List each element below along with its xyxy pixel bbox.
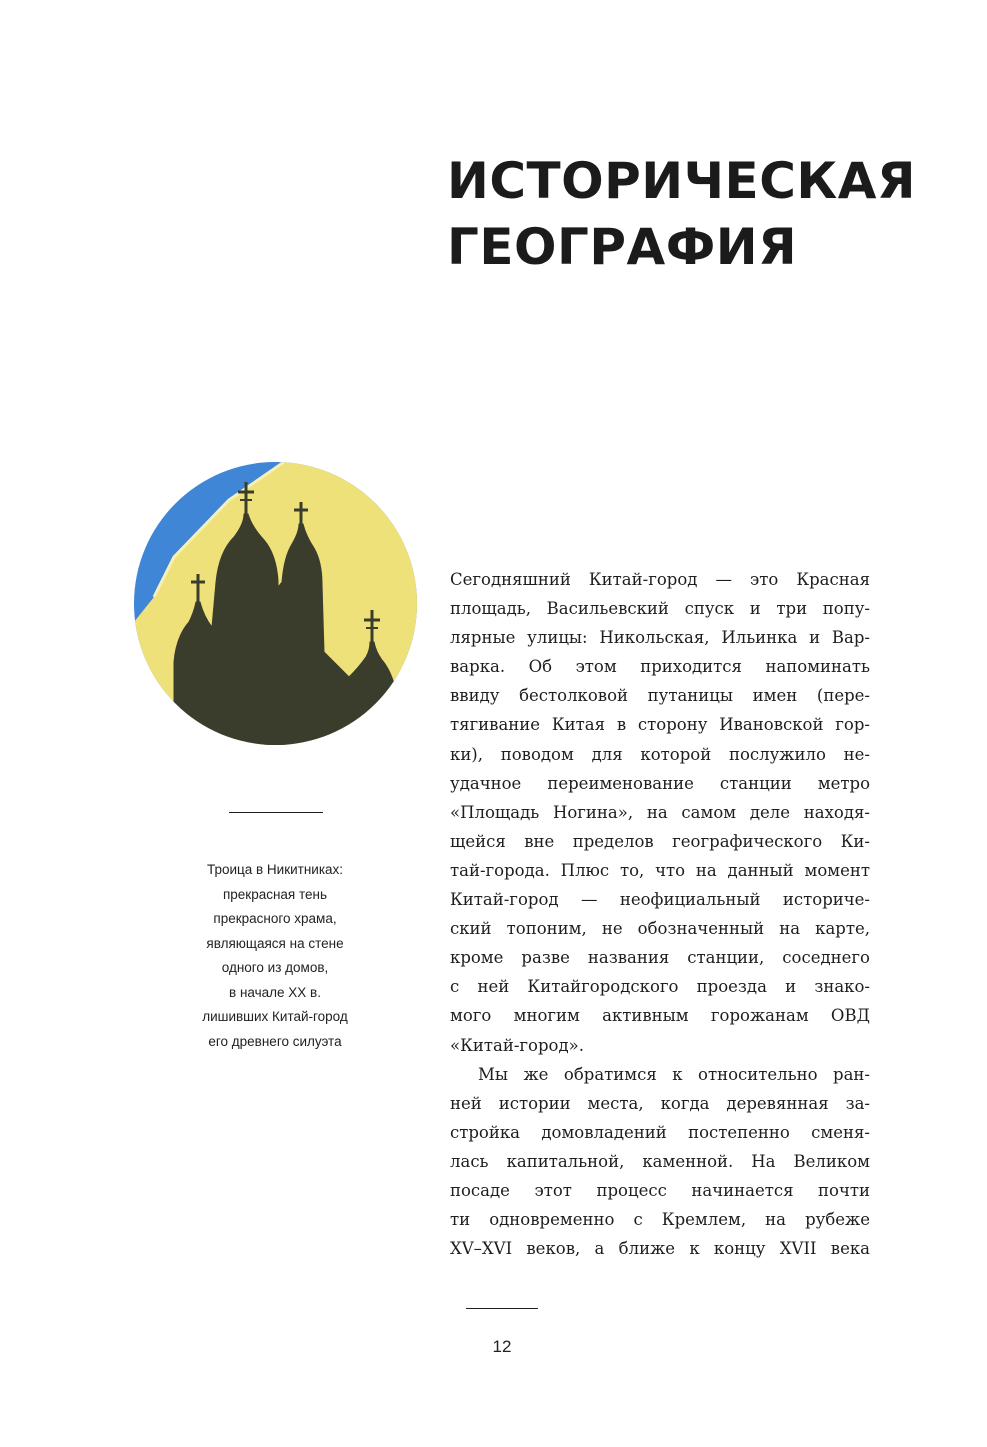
text-line: Сегодняшний Китай-город — это Красная <box>450 570 870 589</box>
caption-line: Троица в Никитниках: <box>206 862 344 877</box>
text-line: ввиду бестолковой путаницы имен (пере- <box>450 686 870 706</box>
text-line: посаде этот процесс начинается почти <box>450 1180 870 1200</box>
church-shadow-photo <box>134 462 417 745</box>
text-line: удачное переименование станции метро <box>450 773 870 793</box>
text-line: щейся вне пределов географического Ки- <box>450 831 870 851</box>
page-number: 12 <box>492 1337 512 1356</box>
title-line-1: ИСТОРИЧЕСКАЯ <box>447 152 916 210</box>
caption-line: одного из домов, <box>221 960 329 975</box>
text-line: тай-города. Плюс то, что на данный момент <box>450 860 870 880</box>
caption-line: в начале XX в. <box>229 984 321 1000</box>
footer-divider <box>466 1308 538 1309</box>
caption-line: прекрасная тень <box>222 886 328 902</box>
text-line: ки), поводом для которой послужило не- <box>450 744 870 764</box>
text-line: тягивание Китая в сторону Ивановской гор- <box>450 715 870 735</box>
text-line: Китай-город — неофициальный историче- <box>450 890 870 910</box>
paragraph-2 <box>450 1060 870 1264</box>
text-line: Мы же обратимся к относительно ран- <box>478 1064 870 1084</box>
photo-caption <box>150 858 400 1054</box>
text-line: мого многим активным горожанам ОВД <box>450 1006 870 1026</box>
text-line: лярные улицы: Никольская, Ильинка и Вар- <box>450 628 870 648</box>
caption-line: его древнего силуэта <box>208 1033 342 1049</box>
caption-divider <box>229 812 323 813</box>
text-line: ней истории места, когда деревянная за- <box>450 1093 870 1113</box>
page-title <box>447 148 967 280</box>
text-line: площадь, Васильевский спуск и три попу- <box>450 599 870 619</box>
text-line: кроме разве названия станции, соседнего <box>450 948 870 968</box>
paragraph-1 <box>450 565 870 1060</box>
text-line: лась капитальной, каменной. На Великом <box>450 1151 870 1171</box>
text-line: «Китай-город». <box>450 1035 584 1055</box>
text-line: варка. Об этом приходится напоминать <box>450 657 870 677</box>
text-line: с ней Китайгородского проезда и знако- <box>450 977 870 997</box>
text-line: ти одновременно с Кремлем, на рубеже <box>450 1210 870 1230</box>
caption-line: являющаяся на стене <box>206 935 344 951</box>
title-line-2: ГЕОГРАФИЯ <box>447 218 798 276</box>
text-line: стройка домовладений постепенно сменя- <box>450 1122 870 1142</box>
text-line: XV–XVI веков, а ближе к концу XVII века <box>450 1239 870 1259</box>
text-line: ский топоним, не обозначенный на карте, <box>450 919 870 939</box>
body-text <box>450 565 870 1263</box>
caption-line: лишивших Китай-город <box>202 1009 348 1024</box>
text-line: «Площадь Ногина», на самом деле находя- <box>450 802 870 822</box>
caption-line: прекрасного храма, <box>213 911 337 926</box>
